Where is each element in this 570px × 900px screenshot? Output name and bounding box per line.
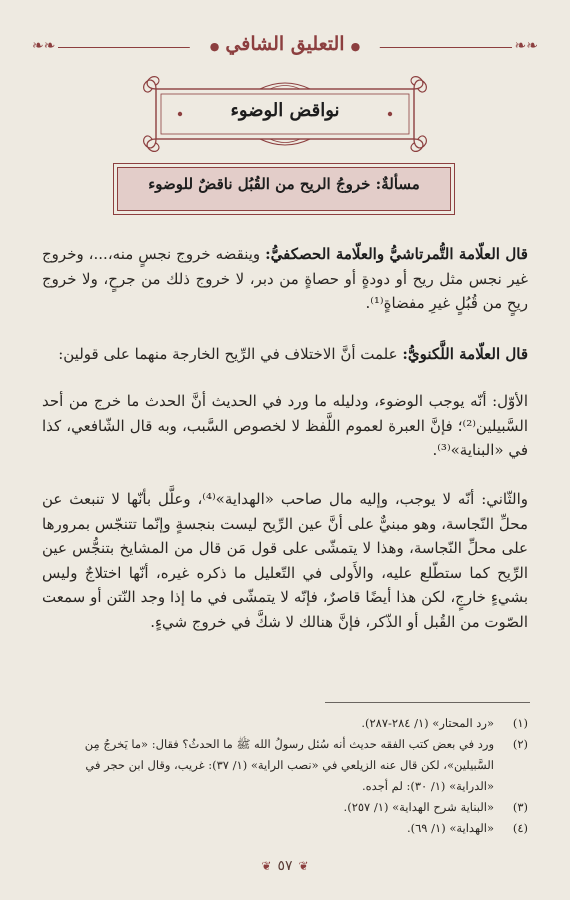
paragraph-2: [42, 342, 528, 367]
running-header: [30, 26, 540, 66]
footnote-text: «البناية شرح الهداية» (١/ ٢٥٧).: [343, 800, 494, 814]
footnotes: [42, 713, 532, 839]
header-title-dot-right: ●: [350, 40, 361, 53]
footnote-text: «رد المحتار» (١/ ٢٨٤-٢٨٧).: [361, 716, 494, 730]
footnote-number: (٤): [512, 821, 528, 835]
footnote-item: [42, 713, 532, 734]
masala-label: مسألةٌ:: [375, 175, 420, 193]
paragraph-3-text: الأوّل: أنّه يوجب الوضوء، ودليله ما ورد في الحديث أنَّ الحدث ما خرج من أحد السَّبيلين⁽²⁾؛ فإنَّ العبرة لعموم اللَّفظ لا لخصوص السَّبب، وبه قال الشّافعي، كذا في «البناية»⁽³⁾.: [42, 392, 528, 459]
footnote-number: (١): [512, 716, 528, 730]
paragraph-2-lead: قال العلّامة اللَّكنويُّ:: [402, 345, 528, 363]
footnote-item: [42, 818, 532, 839]
chapter-title: نواقض الوضوء: [230, 100, 340, 121]
paragraph-4: [42, 487, 528, 634]
footnote-item: [42, 734, 532, 797]
running-header-title: التعليق الشافي: [225, 33, 345, 55]
paragraph-3: [42, 389, 528, 463]
paragraph-1: [42, 242, 528, 316]
header-left-ornament-icon: ❧❧: [32, 38, 56, 54]
header-title-dot-left: ●: [209, 40, 220, 53]
masala-heading: [113, 175, 455, 193]
running-header-title-box: [190, 26, 380, 65]
paragraph-4-text: والثّاني: أنّه لا يوجب، وإليه مال صاحب «الهداية»⁽⁴⁾، وعلَّل بأنّها لا تنبعث عن محلِّ النّجاسة، وهو مبنيٌّ على أنَّ عين الرِّيح ليست بنجسةٍ وإنّما تتنجّس بمرورها على محلِّ النّجاسة، وهذا لا يتمشّى على قول مَن قال من المشايخ بتنجُّس عين الرِّيح كما ستطّلع عليه، والأَولى في التّعليل ما ذكره غيره، أنّها اختلاجٌ وليس بشيءٍ خارجٍ، لكن هذا أيضًا قاصرٌ، فإنّه لا يتمشّى في ما إذا وجد النّتن أو سمعت الصّوت من القُبل أو الذّكر، فإنَّ هنالك لا شكَّ في خروج شيءٍ.: [42, 490, 529, 631]
paragraph-2-text: علمت أنَّ الاختلاف في الرِّيح الخارجة منهما على قولين:: [58, 345, 398, 363]
page-number-ornament-icon: ❦: [261, 859, 272, 873]
masala-box: [113, 163, 455, 215]
paragraph-1-text: وينقضه خروج نجسٍ منه،...، وخروج غير نجس مثل ريح أو دودةٍ أو حصاةٍ من دبر، لا خروج ذلك من جرحٍ، ولا خروج ريحٍ من قُبُلٍ غيرِ مفضاةٍ⁽¹⁾.: [42, 245, 528, 312]
page-number: ٥٧: [277, 858, 293, 874]
footnote-divider: [325, 702, 530, 703]
footnote-text: «الهداية» (١/ ٦٩).: [406, 821, 494, 835]
footnote-number: (٢): [512, 737, 528, 751]
footnote-text: ورد في بعض كتب الفقه حديث أنه سُئل رسولُ الله ﷺ ما الحدثُ؟ فقال: «ما يَخرجُ مِن السَّبيلين»، لكن قال عنه الزيلعي في «نصب الراية» (١/ ٣٧): غريب، وقال ابن حجر في «الدراية» (١/ ٣٠): لم أجده.: [84, 737, 494, 793]
paragraph-1-lead: قال العلّامة التُّمرتاشيُّ والعلّامة الحصكفيُّ:: [265, 245, 528, 263]
page-number-ornament-icon: ❦: [298, 859, 309, 873]
footnote-number: (٣): [512, 800, 528, 814]
header-right-ornament-icon: ❧❧: [514, 38, 538, 54]
chapter-title-frame: [142, 75, 428, 153]
footnote-item: [42, 797, 532, 818]
masala-text: خروجُ الريح من القُبُل ناقضٌ للوضوء: [148, 175, 371, 193]
page-number-line: [0, 858, 570, 874]
